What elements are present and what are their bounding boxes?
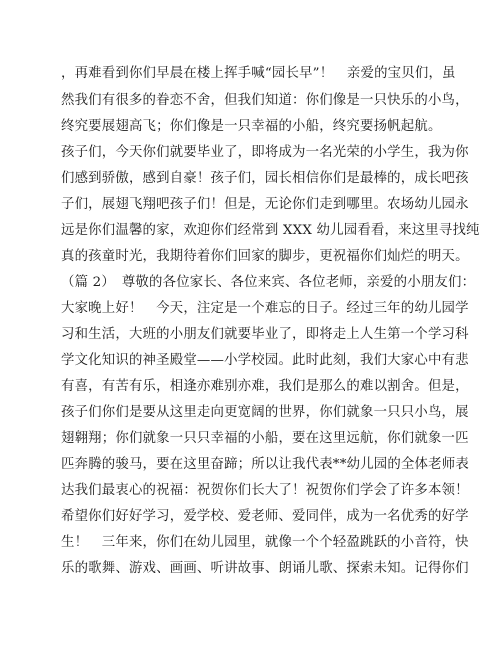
text-line-17: 达我们最衷心的祝福：祝贺你们长大了！祝贺你们学会了许多本领！ [61,483,469,498]
text-line-19: 生！ 三年来，你们在幼儿园里，就像一个个轻盈跳跃的小音符，快 [61,535,469,550]
text-line-12: 学文化知识的神圣殿堂——小学校园。此时此刻，我们大家心中有悲 [61,353,469,368]
text-line-15: 翅翱翔；你们就象一只只幸福的小船，要在这里远航，你们就象一匹 [61,431,469,446]
text-line-16: 匹奔腾的骏马，要在这里奋蹄；所以让我代表**幼儿园的全体老师表 [61,457,469,472]
text-line-11: 习和生活，大班的小朋友们就要毕业了，即将走上人生第一个学习科 [61,327,469,342]
text-line-13: 有喜，有苦有乐，相逢亦难别亦难，我们是那么的难以割舍。但是， [61,379,469,394]
text-line-10: 大家晚上好！ 今天，注定是一个难忘的日子。经过三年的幼儿园学 [61,301,469,316]
text-line-14: 孩子们你们是要从这里走向更宽阔的世界，你们就象一只只小鸟，展 [61,405,469,420]
text-line-4: 孩子们，今天你们就要毕业了，即将成为一名光荣的小学生，我为你 [61,145,469,160]
text-line-5: 们感到骄傲，感到自豪！孩子们，园长相信你们是最棒的，成长吧孩 [61,171,469,186]
text-line-20: 乐的歌舞、游戏、画画、听讲故事、朗诵儿歌、探索未知。记得你们 [61,561,469,576]
text-line-3: 终究要展翅高飞；你们像是一只幸福的小船，终究要扬帆起航。 [61,119,442,134]
text-line-8: 真的孩童时光，我期待着你们回家的脚步，更祝福你们灿烂的明天。 [61,249,469,264]
text-line-6: 子们，展翅飞翔吧孩子们！但是，无论你们走到哪里。农场幼儿园永 [61,197,469,212]
text-line-2: 然我们有很多的眷恋不舍，但我们知道：你们像是一只快乐的小鸟， [61,93,469,108]
text-line-18: 希望你们好好学习，爱学校、爱老师、爱同伴，成为一名优秀的好学 [61,509,469,524]
text-line-9: （篇 2） 尊敬的各位家长、各位来宾、各位老师，亲爱的小朋友们： [61,275,476,290]
text-line-1: ，再难看到你们早晨在楼上挥手喊“园长早”！ 亲爱的宝贝们，虽 [61,66,456,81]
text-line-7: 远是你们温馨的家，欢迎你们经常到 XXX 幼儿园看看，来这里寻找纯 [61,223,480,238]
